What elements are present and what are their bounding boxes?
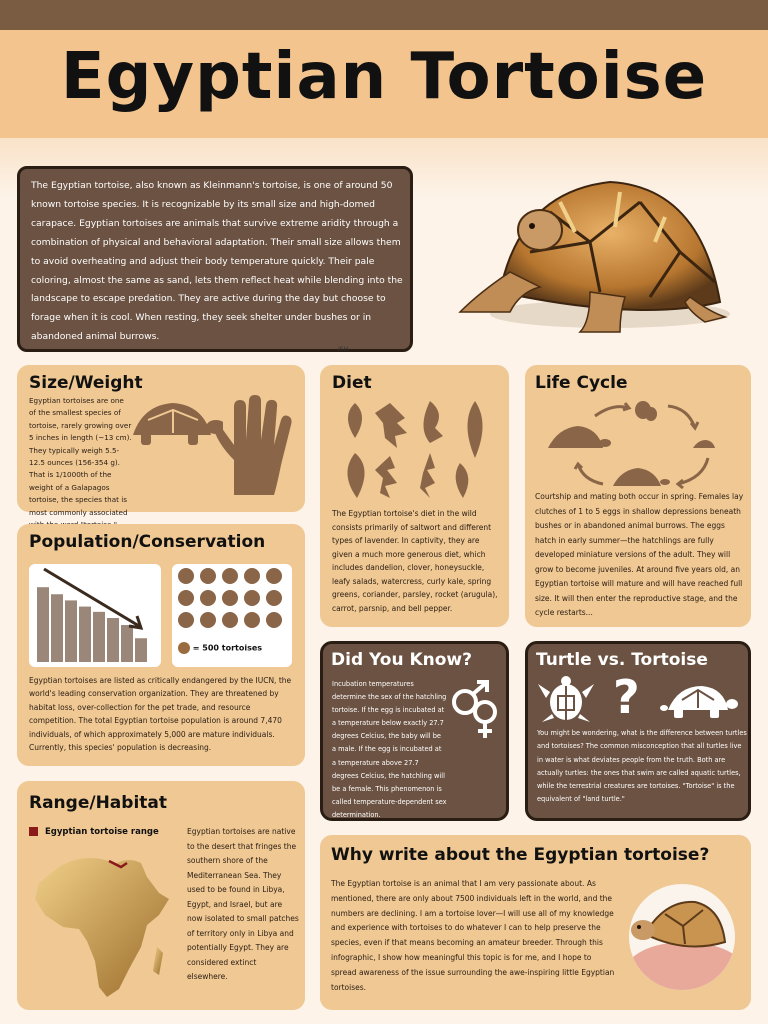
size-weight-card bbox=[17, 365, 305, 517]
population-text: Egyptian tortoises are listed as critically endangered by the IUCN, the world's leading conservation organization. They are threatened by habitat loss, over-collection for the pet trade, and resource competition. The total Egyptian tortoise population is around 7,470 individuals, of which approximately 5,000 are mature individuals. Currently, this species' population is decreasing. bbox=[29, 676, 292, 753]
hand-icon bbox=[209, 395, 299, 500]
life-text: Courtship and mating both occur in spring. Females lay clutches of 1 to 5 eggs in shallow depressions beneath bushes or in abandoned animal burrows. The eggs hatch in early summer—the hatchlings are fully developed miniature versions of the adult. They will grow to become juveniles. At around five years old, an Egyptian tortoise will mature and will have reached full size. It will then enter the reproductive stage, and the cycle restarts... bbox=[535, 492, 744, 617]
population-dot bbox=[222, 612, 238, 628]
population-dot bbox=[266, 568, 282, 584]
dyk-heading: Did You Know? bbox=[331, 650, 472, 670]
tvt-heading: Turtle vs. Tortoise bbox=[536, 650, 708, 670]
population-dot bbox=[244, 590, 260, 606]
range-legend bbox=[29, 827, 159, 837]
population-dot bbox=[222, 568, 238, 584]
population-bar bbox=[121, 625, 133, 662]
population-card bbox=[17, 524, 305, 766]
population-dot bbox=[200, 568, 216, 584]
gender-symbols-icon bbox=[447, 680, 505, 740]
did-you-know-card bbox=[320, 641, 509, 821]
legend-label: = 500 tortoises bbox=[192, 643, 263, 653]
population-bar bbox=[79, 607, 91, 662]
population-dot bbox=[244, 568, 260, 584]
population-dot bbox=[222, 590, 238, 606]
population-dot bbox=[200, 590, 216, 606]
why-card bbox=[320, 835, 751, 1010]
range-legend-label: Egyptian tortoise range bbox=[44, 827, 159, 837]
size-text: Egyptian tortoises are one of the smallest species of tortoise, rarely growing over 5 inches in length (~13 cm). They typically weigh 5.5-12.5 ounces (156-354 g). That is 1/1000th of the weight of a Galapagos tortoise, the species that is most commonly associated bbox=[29, 396, 132, 517]
population-bar bbox=[93, 612, 105, 662]
population-heading: Population/Conservation bbox=[29, 532, 266, 552]
population-bar bbox=[135, 638, 147, 662]
range-text: Egyptian tortoises are native to the desert that fringes the southern shore of the Mediterranean Sea. They used to be found in Libya, Egypt, and Israel, but are now isolated to small patches of territory only in Libya and potentially Egypt. They are considered extinct elsewhere. bbox=[187, 827, 299, 981]
baby-tortoise-photo bbox=[625, 882, 740, 992]
life-cycle-card bbox=[525, 365, 751, 627]
population-chart-panel bbox=[29, 564, 161, 667]
population-bar-chart bbox=[29, 564, 161, 667]
life-cycle-icon bbox=[543, 398, 738, 490]
life-heading: Life Cycle bbox=[535, 373, 628, 393]
population-dot bbox=[200, 612, 216, 628]
top-bar bbox=[0, 0, 768, 30]
dyk-text: Incubation temperatures determine the sex of the hatchling tortoise. If the egg is incubated at a temperature below exactly 27.7 degrees Celcius, the baby will be a male. If the egg is incubated at a temperature above 27.7 degrees Celcius, the hatchling will be a female. This phenomenon is called temperature-dependent sex determination. bbox=[332, 680, 447, 819]
intro-card bbox=[17, 166, 413, 352]
range-habitat-card bbox=[17, 781, 305, 1010]
population-dots-panel bbox=[172, 564, 292, 667]
tortoise-dots-grid bbox=[172, 564, 292, 644]
tortoise-icon bbox=[123, 395, 223, 450]
leaves-icon bbox=[335, 398, 495, 503]
africa-map bbox=[29, 849, 174, 999]
turtle-vs-tortoise-card bbox=[525, 641, 751, 821]
population-dot bbox=[178, 568, 194, 584]
size-heading: Size/Weight bbox=[29, 373, 143, 393]
page-title: Egyptian Tortoise bbox=[60, 40, 708, 114]
legend-dot-icon bbox=[178, 642, 190, 654]
why-heading: Why write about the Egyptian tortoise? bbox=[331, 845, 710, 865]
why-text: The Egyptian tortoise is an animal that I am very passionate about. As mentioned, there are only about 7500 individuals left in the world, and the numbers are declining. I am a tortoise lover—I will use all of my knowledge and experience with tortoises to do whatever I can to help preserve the species, even if that means becoming an amateur breeder. Through this infographic, I show how meaningful this topic is for me, and I hope to spread awareness of the issue surrounding the awe-inspiring little Egyptian tortoises. bbox=[331, 879, 615, 992]
population-bar bbox=[37, 587, 49, 662]
tvt-text: You might be wondering, what is the difference between turtles and tortoises? The common misconception that all turtles live in water is what deviates people from the truth. Both are actually turtles: the ones that swim are called aquatic turtles, while the terrestrial creatures are tortoises. "Tortoise" is the equivalent of "land turtle." bbox=[537, 729, 747, 804]
land-tortoise-icon bbox=[660, 684, 738, 720]
population-dot bbox=[178, 590, 194, 606]
population-bar bbox=[107, 618, 119, 662]
population-dot bbox=[266, 612, 282, 628]
diet-text: The Egyptian tortoise's diet in the wild consists primarily of saltwort and different types of lavender. In captivity, they are given a much more generous diet, which includes dandelion, clover, honeysuckle, leafy salads, watercress, curly kale, spring greens, coriander, parsley, rocket (arugula), carrot, parsnip, and bell pepper. bbox=[332, 509, 498, 613]
question-mark-icon: ? bbox=[613, 670, 640, 724]
population-dot bbox=[244, 612, 260, 628]
diet-heading: Diet bbox=[332, 373, 372, 393]
intro-text: The Egyptian tortoise, also known as Kleinmann's tortoise, is one of around 50 known tortoise species. It is recognizable by its small size and high-domed carapace. Egyptian tortoises are animals that survive extreme aridity through a combination of physical and behavioral adaptation. Their small size allows them to avoid overheating and adjust their body temperature quickly. Their pale coloring, almost the same as sand, lets them reflect heat while blending into the landscape to escape predation. They are active during the day but choose to forage when it is cool. When resting, they seek shelter under bushes or in abandoned animal burrows. bbox=[31, 180, 403, 343]
population-dot bbox=[178, 612, 194, 628]
population-dot bbox=[266, 590, 282, 606]
diet-card bbox=[320, 365, 509, 627]
sea-turtle-icon bbox=[536, 676, 596, 726]
range-legend-swatch bbox=[29, 827, 38, 836]
population-bar bbox=[51, 594, 63, 662]
population-legend bbox=[178, 642, 262, 654]
population-bar bbox=[65, 600, 77, 662]
tortoise-photo bbox=[440, 172, 730, 342]
intro-note: ISH bbox=[338, 346, 349, 353]
range-heading: Range/Habitat bbox=[29, 793, 167, 813]
